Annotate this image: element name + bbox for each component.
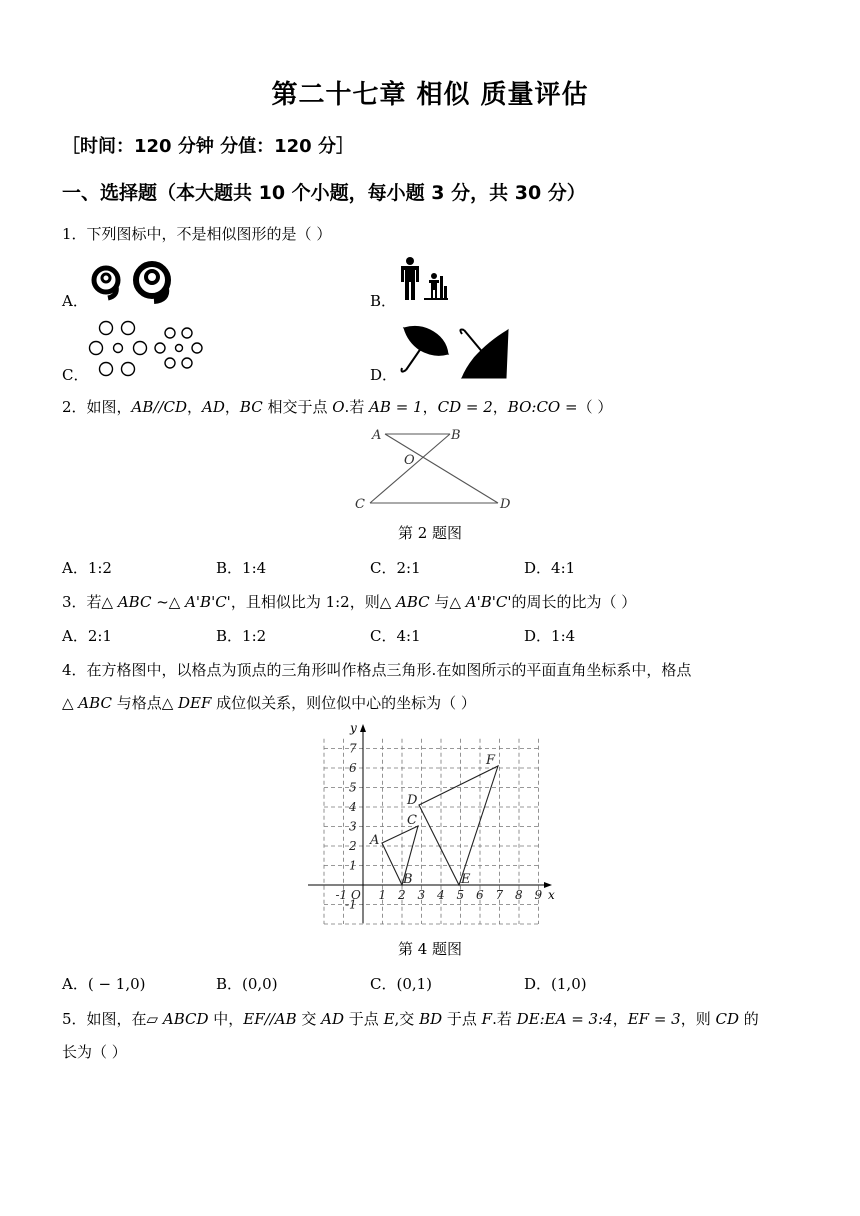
q5-stem-part: ，则: [680, 1010, 716, 1028]
q4-y-axis-label: y: [350, 721, 357, 735]
q2-stem: [62, 396, 612, 417]
q3-stem-part: ，且相似比为 1:2，则: [230, 593, 380, 611]
q4-x-axis-label: x: [548, 888, 555, 902]
q4-option-b: B．(0,0): [216, 975, 278, 993]
q4-label-a: A: [370, 833, 380, 848]
q2-stem-part: .若: [344, 398, 370, 416]
q5-stem-math: EF//AB: [243, 1010, 297, 1028]
q3-option-d: D．1:4: [524, 627, 576, 645]
q5-stem-math: EF = 3: [627, 1010, 681, 1028]
q4-label-d: D: [407, 793, 418, 808]
q5-stem-line2: 长为（ ）: [62, 1043, 127, 1061]
y-tick-label: 6: [349, 761, 357, 775]
q3-stem-part: 的周长的比为（ ）: [511, 593, 637, 611]
q2-label-b: B: [451, 428, 461, 443]
q5-stem-part: 5．如图，在▱: [62, 1010, 163, 1028]
x-tick-label: 6: [476, 888, 484, 902]
y-tick-label: -1: [345, 897, 357, 912]
exam-meta: ［时间：120 分钟 分值：120 分］: [62, 136, 354, 157]
q5-stem-part: 于点: [344, 1010, 384, 1028]
x-tick-label: 7: [495, 888, 504, 902]
q2-stem-part: ，: [187, 398, 203, 416]
q4-label-e: E: [461, 872, 471, 887]
triangle-def: [419, 766, 498, 885]
q5-stem-part: 于点: [442, 1010, 482, 1028]
x-tick-label: 9: [534, 888, 543, 902]
q2-option-b: B．1:4: [216, 559, 267, 577]
q1-option-a-figure: [88, 262, 184, 302]
q2-stem-math: AD: [202, 398, 225, 416]
q5-stem-part: ，: [612, 1010, 628, 1028]
section-heading: 一、选择题（本大题共 10 个小题，每小题 3 分，共 30 分）: [62, 182, 586, 204]
q2-option-a: A．1:2: [62, 559, 112, 577]
q4-stem-math: △ DEF: [161, 694, 212, 712]
y-tick-label: 4: [349, 800, 357, 814]
q5-stem-math: DE:EA = 3:4: [516, 1010, 613, 1028]
q4-stem-line2: [62, 692, 476, 713]
q2-stem-part: 相交于点: [262, 398, 333, 416]
q4-label-c: C: [407, 813, 417, 828]
q3-stem-math: △ ABC ~△ A'B'C': [101, 593, 231, 611]
q2-label-d: D: [500, 497, 511, 512]
q1-option-a-label: A．: [62, 292, 88, 310]
x-tick-label: -1: [335, 888, 348, 902]
q1-option-b-figure: [396, 256, 450, 302]
q4-label-f: F: [486, 753, 496, 768]
q4-option-c: C．(0,1): [370, 975, 433, 993]
q5-stem-math: CD: [715, 1010, 740, 1028]
q2-stem-part: =（ ）: [560, 398, 613, 416]
q2-stem-part: ，: [422, 398, 438, 416]
q2-stem-math: O: [332, 398, 345, 416]
y-tick-label: 2: [349, 839, 357, 853]
q5-stem-part: 的: [739, 1010, 759, 1028]
q4-option-d: D．(1,0): [524, 975, 587, 993]
q1-option-b-label: B．: [370, 292, 397, 310]
q4-option-a: A．( − 1,0): [62, 975, 146, 993]
q2-label-o: O: [404, 453, 415, 468]
q2-option-d: D．4:1: [524, 559, 576, 577]
page-title: 第二十七章 相似 质量评估: [271, 80, 589, 110]
q1-option-d-label: D．: [370, 366, 398, 384]
q2-label-c: C: [355, 497, 365, 512]
q3-stem-math: △ ABC: [379, 593, 430, 611]
q5-stem-part: 中，: [208, 1010, 244, 1028]
q5-stem-math: BD: [419, 1010, 443, 1028]
q5-stem-math: E: [383, 1010, 395, 1028]
q2-caption: 第 2 题图: [397, 524, 463, 542]
q2-stem-part: 2．如图，: [62, 398, 132, 416]
x-tick-label: 1: [378, 888, 387, 902]
q3-option-b: B．1:2: [216, 627, 267, 645]
q4-triangles: [382, 766, 498, 885]
q5-stem: [62, 1008, 759, 1029]
q4-stem-line1: 4．在方格图中，以格点为顶点的三角形叫作格点三角形.在如图所示的平面直角坐标系中，格点: [62, 661, 692, 679]
q5-stem-math: ABCD: [162, 1010, 209, 1028]
q2-stem-part: ，: [224, 398, 240, 416]
x-tick-label: 5: [456, 888, 465, 902]
q2-stem-math: CD = 2: [437, 398, 493, 416]
q1-option-c-figure: [88, 320, 206, 380]
x-tick-label: 2: [398, 888, 406, 902]
q2-label-a: A: [372, 428, 382, 443]
q3-stem-part: 3．若: [62, 593, 102, 611]
q2-figure: [350, 424, 520, 514]
q2-stem-math: AB = 1: [369, 398, 423, 416]
x-tick-label: 8: [515, 888, 523, 902]
q4-coordinate-figure: [300, 720, 562, 930]
q1-stem: 1．下列图标中，不是相似图形的是（ ）: [62, 225, 332, 243]
y-tick-label: 7: [349, 741, 357, 756]
q4-stem-part: 与格点: [111, 694, 162, 712]
q5-stem-part: 交: [296, 1010, 322, 1028]
q5-stem-part: ,交: [394, 1010, 420, 1028]
q3-option-a: A．2:1: [62, 627, 112, 645]
q3-stem-part: 与: [429, 593, 450, 611]
x-tick-label: 3: [417, 888, 426, 902]
q2-stem-math: BC: [239, 398, 263, 416]
q2-option-c: C．2:1: [370, 559, 421, 577]
y-tick-label: 3: [349, 819, 357, 834]
q2-stem-part: ，: [492, 398, 508, 416]
q5-stem-part: .若: [492, 1010, 517, 1028]
q4-stem-part: 成位似关系，则位似中心的坐标为（ ）: [211, 694, 476, 712]
q2-stem-math: BO:CO: [507, 398, 561, 416]
q4-caption: 第 4 题图: [397, 940, 463, 958]
q3-option-c: C．4:1: [370, 627, 421, 645]
triangle-abc: [382, 826, 418, 885]
q5-stem-math: AD: [321, 1010, 345, 1028]
q4-label-b: B: [403, 872, 413, 887]
q1-option-d-figure: [396, 324, 512, 380]
y-tick-label: 1: [349, 858, 357, 873]
q4-stem-math: △ ABC: [62, 694, 112, 712]
q1-option-c-label: C．: [62, 366, 89, 384]
q3-stem: [62, 591, 636, 612]
x-tick-label: O: [351, 888, 361, 902]
y-tick-label: 5: [349, 780, 357, 795]
q3-stem-math: △ A'B'C': [449, 593, 512, 611]
x-tick-label: 4: [437, 888, 445, 902]
q5-stem-math: F: [481, 1010, 493, 1028]
q2-stem-math: AB//CD: [131, 398, 188, 416]
